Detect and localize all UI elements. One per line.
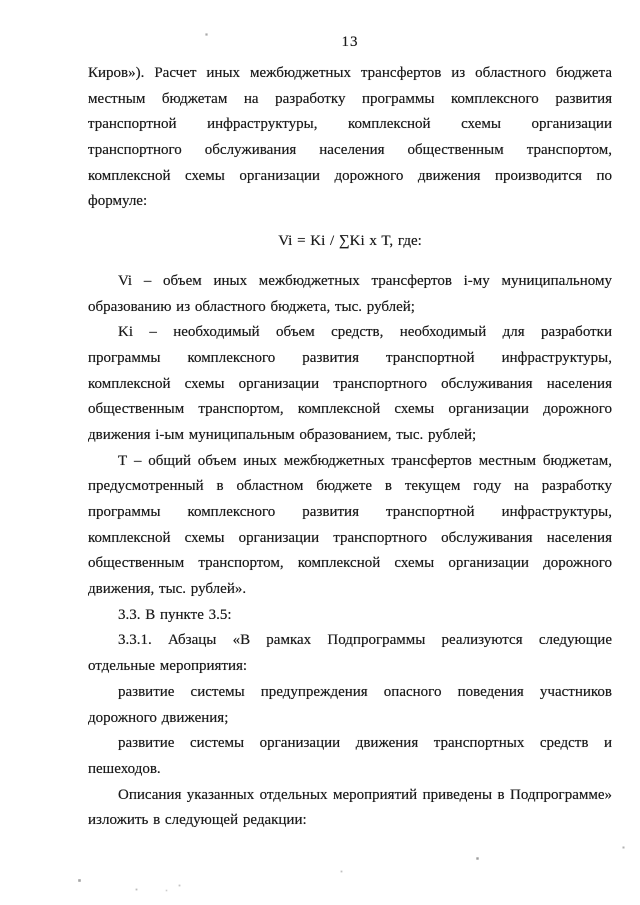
text-line: Vi – объем иных межбюджетных трансфертов i-му муниципальному (118, 272, 612, 289)
text-line: Киров»). Расчет иных межбюджетных трансфертов из областного бюджета (88, 65, 612, 81)
text-line: программы комплексного развития транспортной инфраструктуры, (88, 504, 612, 520)
text-line: 3.3. В пункте 3.5: (118, 606, 232, 623)
text-line: транспортного обслуживания населения общественным транспортом, (88, 142, 612, 159)
text-line: отдельные мероприятия: (88, 658, 248, 675)
text-line: предусмотренный в областном бюджете в текущем году на разработку (88, 478, 612, 495)
text-line: развитие системы организации движения транспортных средств и (118, 735, 612, 752)
paragraph (88, 449, 612, 603)
text-line: комплексной схемы организации транспортного обслуживания населения (88, 375, 612, 392)
paragraph (88, 603, 612, 629)
text-line: пешеходов. (88, 760, 161, 777)
paragraph (88, 269, 612, 320)
document-body (88, 61, 612, 834)
text-line: 3.3.1. Абзацы «В рамках Подпрограммы реализуются следующие (118, 632, 612, 649)
text-line: формуле: (88, 193, 148, 210)
paragraph (88, 731, 612, 782)
paragraph (88, 61, 612, 215)
text-line: движения, тыс. рублей». (88, 581, 247, 598)
paragraph (88, 320, 612, 448)
page-number: 13 (341, 34, 359, 50)
text-line: общественным транспортом, комплексной схемы организации дорожного (88, 555, 612, 572)
formula (88, 229, 612, 255)
paragraph (88, 680, 612, 731)
text-line: общественным транспортом, комплексной схемы организации дорожного (88, 401, 612, 418)
text-line: изложить в следующей редакции: (88, 812, 307, 829)
text-line: дорожного движения; (88, 709, 229, 726)
text-line: программы комплексного развития транспортной инфраструктуры, (88, 349, 612, 366)
text-line: развитие системы предупреждения опасного поведения участников (118, 683, 612, 700)
paragraph (88, 628, 612, 679)
text-line: движения i-ым муниципальным образованием, тыс. рублей; (88, 426, 477, 443)
paragraph (88, 783, 612, 834)
text-line: образованию из областного бюджета, тыс. рублей; (88, 298, 415, 315)
text-line: местным бюджетам на разработку программы комплексного развития (88, 90, 612, 107)
text-line: комплексной схемы организации транспортного обслуживания населения (88, 529, 612, 546)
text-line: транспортной инфраструктуры, комплексной схемы организации (88, 116, 612, 133)
text-line: Vi = Ki / ∑Ki x T, где: (278, 233, 422, 250)
text-line: Ki – необходимый объем средств, необходимый для разработки (118, 324, 612, 341)
text-line: Описания указанных отдельных мероприятий приведены в Подпрограмме» (118, 786, 612, 803)
text-line: комплексной схемы организации дорожного движения производится по (88, 167, 612, 184)
text-line: Т – общий объем иных межбюджетных трансфертов местным бюджетам, (118, 452, 612, 469)
scan-noise-specks (0, 0, 1, 1)
